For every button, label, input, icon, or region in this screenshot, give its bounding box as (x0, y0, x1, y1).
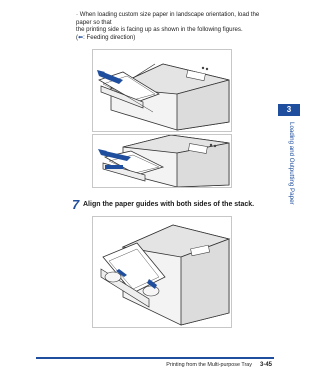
note-line-2: the printing side is facing up as shown in the following figures. (76, 26, 243, 34)
instruction-note (76, 11, 272, 41)
page-number: 3-45 (259, 362, 272, 368)
printer-figure-2-svg (93, 135, 231, 187)
footer-rule (36, 357, 274, 359)
printer-illustration-2 (92, 134, 232, 188)
feed-arrow-icon: ⬅ (78, 33, 84, 41)
printer-figure-3-svg (93, 217, 231, 327)
footer-section: Printing from the Multi-purpose Tray (166, 362, 252, 368)
step-7 (72, 197, 272, 212)
step-number: 7 (72, 197, 80, 212)
note-line-1: · When loading custom size paper in landscape orientation, load the paper so that (76, 11, 260, 26)
chapter-number: 3 (286, 105, 292, 114)
step-title: Align the paper guides with both sides of the stack. (83, 201, 255, 208)
chapter-tab (278, 104, 300, 116)
printer-illustration-1 (92, 49, 232, 132)
printer-figure-1-svg (93, 50, 231, 131)
page-footer (166, 362, 272, 368)
printer-illustration-3 (92, 216, 232, 328)
chapter-label: Loading and Outputting Paper (288, 122, 295, 205)
note-line-3: (⬅: Feeding direction) (76, 33, 136, 41)
